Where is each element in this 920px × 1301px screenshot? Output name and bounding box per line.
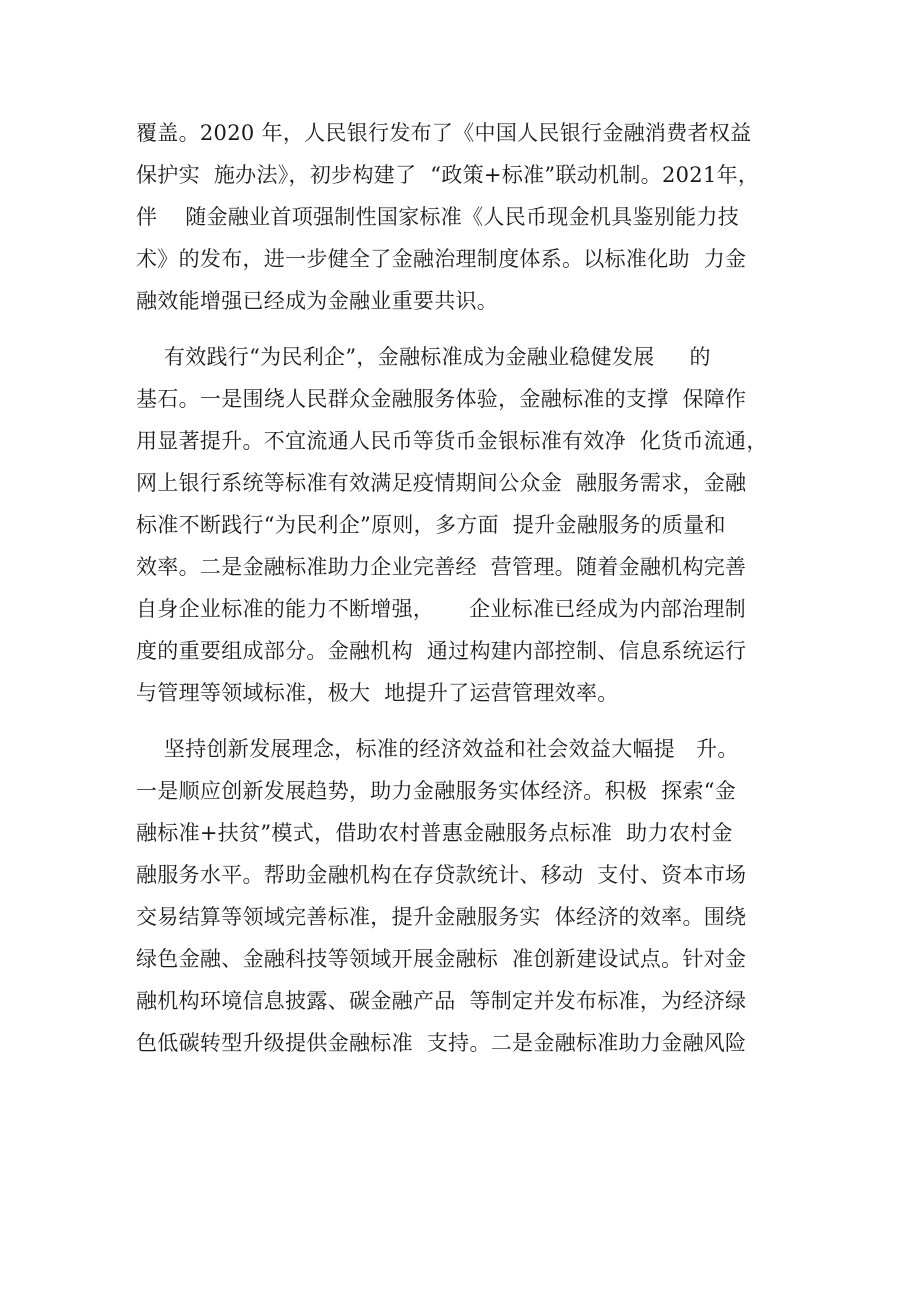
text-line: 用显著提升。不宜流通人民币等货币金银标准有效净 化货币流通， — [136, 429, 768, 453]
text-line: 自身企业标准的能力不断增强， 企业标准已经成为内部治理制 — [136, 597, 746, 621]
paragraph-1 — [136, 112, 796, 322]
text-line: 术》的发布，进一步健全了金融治理制度体系。以标准化助 力金 — [136, 247, 747, 271]
text-line: 融效能增强已经成为金融业重要共识。 — [136, 289, 499, 313]
text-line: 网上银行系统等标准有效满足疫情期间公众金 融服务需求，金融 — [136, 471, 747, 495]
text-line: 一是顺应创新发展趋势，助力金融服务实体经济。积极 探索“金 — [136, 779, 737, 803]
text-line: 基石。一是围绕人民群众金融服务体验，金融标准的支撑 保障作 — [136, 387, 747, 411]
text-line: 效率。二是金融标准助力企业完善经 营管理。随着金融机构完善 — [136, 555, 747, 579]
text-line: 坚持创新发展理念，标准的经济效益和社会效益大幅提 升。 — [136, 737, 739, 761]
text-line: 有效践行“为民利企”，金融标准成为金融业稳健发展 的 — [136, 345, 711, 369]
paragraph-gap — [136, 322, 796, 336]
text-line: 绿色金融、金融科技等领域开展金融标 准创新建设试点。针对金 — [136, 947, 747, 971]
text-line: 伴 随金融业首项强制性国家标准《人民币现金机具鉴别能力技 — [136, 205, 739, 229]
text-line: 保护实 施办法》，初步构建了 “政策+标准”联动机制。2021年， — [136, 163, 760, 187]
text-line: 融服务水平。帮助金融机构在存贷款统计、移动 支付、资本市场 — [136, 863, 747, 887]
paragraph-gap — [136, 714, 796, 728]
text-line: 覆盖。2020 年，人民银行发布了《中国人民银行金融消费者权益 — [136, 121, 752, 145]
paragraph-2 — [136, 336, 796, 714]
paragraph-3 — [136, 728, 796, 1064]
text-line: 交易结算等领域完善标准，提升金融服务实 体经济的效率。围绕 — [136, 905, 747, 929]
text-line: 色低碳转型升级提供金融标准 支持。二是金融标准助力金融风险 — [136, 1031, 747, 1055]
text-line: 与管理等领域标准，极大 地提升了运营管理效率。 — [136, 681, 619, 705]
text-line: 融机构环境信息披露、碳金融产品 等制定并发布标准，为经济绿 — [136, 989, 747, 1013]
document-body — [136, 112, 796, 1064]
text-line: 度的重要组成部分。金融机构 通过构建内部控制、信息系统运行 — [136, 639, 747, 663]
text-line: 融标准+扶贫”模式，借助农村普惠金融服务点标准 助力农村金 — [136, 821, 733, 845]
text-line: 标准不断践行“为民利企”原则，多方面 提升金融服务的质量和 — [136, 513, 726, 537]
